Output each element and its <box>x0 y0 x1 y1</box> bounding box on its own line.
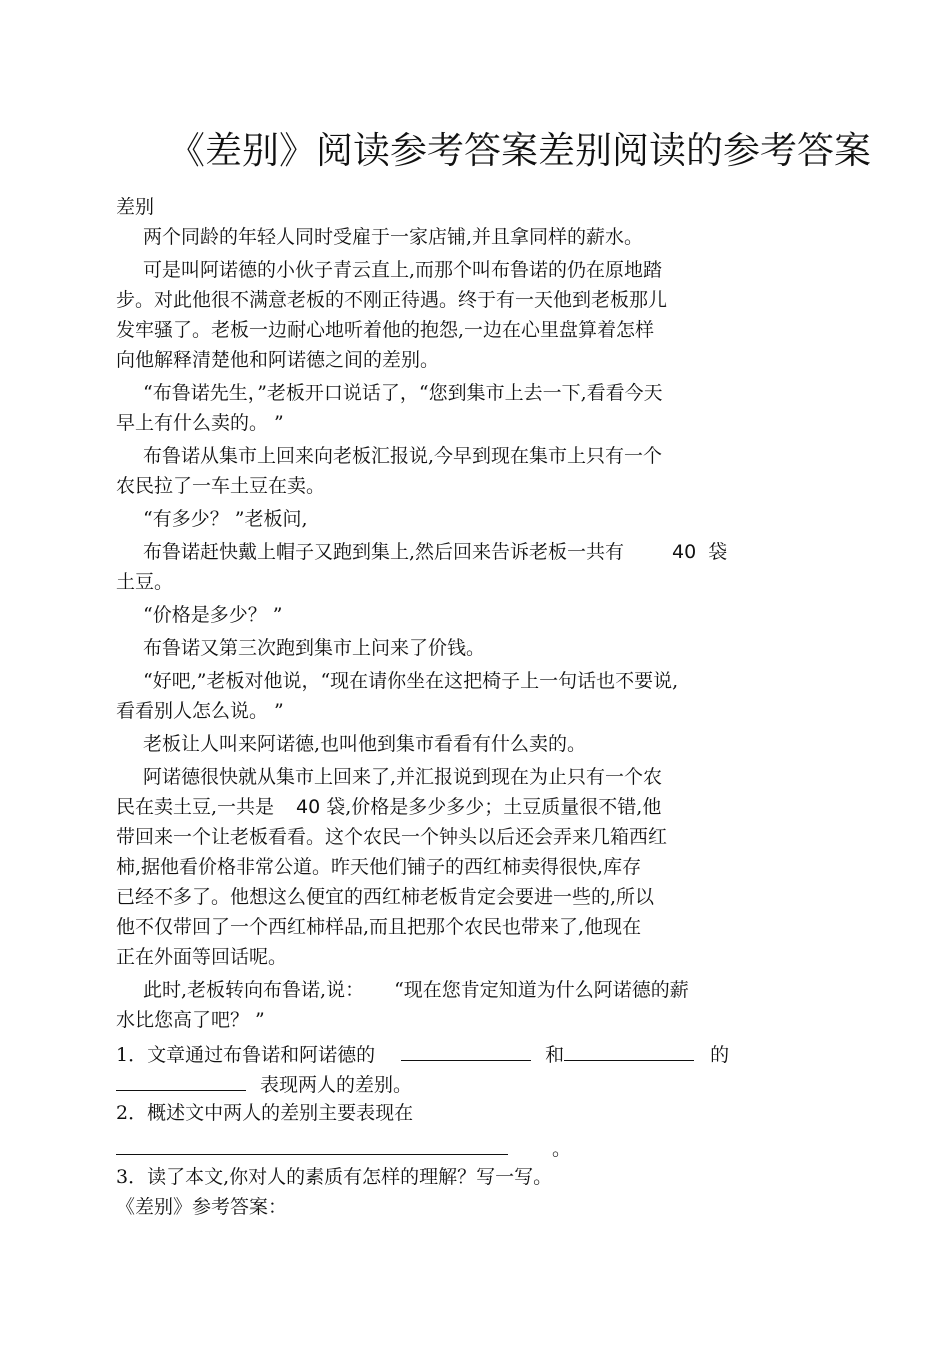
answer-blank[interactable] <box>401 1038 531 1061</box>
paragraph-line: 老板让人叫来阿诺德,也叫他到集市看看有什么卖的。 <box>143 733 587 755</box>
answer-blank[interactable] <box>564 1038 694 1061</box>
paragraph-line: 带回来一个让老板看看。这个农民一个钟头以后还会弄来几箱西红 <box>116 826 668 848</box>
question-text: 的 <box>710 1044 730 1066</box>
paragraph-line: “价格是多少？ ” <box>143 604 283 626</box>
paragraph-line: 早上有什么卖的。 ” <box>116 412 284 434</box>
question-1-cont <box>116 1068 836 1098</box>
question-text: 和 <box>545 1044 565 1066</box>
question-text: 概述文中两人的差别主要表现在 <box>147 1102 414 1124</box>
paragraph-line: 两个同龄的年轻人同时受雇于一家店铺,并且拿同样的薪水。 <box>143 226 644 248</box>
question-text: 读了本文,你对人的素质有怎样的理解？写一写。 <box>147 1166 553 1188</box>
question-number: 1． <box>116 1044 148 1066</box>
paragraph-line: 向他解释清楚他和阿诺德之间的差别。 <box>116 349 440 371</box>
paragraph-line: 正在外面等回话呢。 <box>116 946 288 968</box>
line-text: 袋 <box>708 541 728 563</box>
paragraph-line <box>116 537 836 567</box>
line-text: “现在您肯定知道为什么阿诺德的薪 <box>394 979 689 1001</box>
question-2 <box>116 1098 836 1128</box>
paragraph-line: “有多少？ ”老板问, <box>143 508 308 530</box>
paragraph-line <box>116 792 836 822</box>
answer-blank[interactable] <box>116 1068 246 1091</box>
paragraph-line: 农民拉了一车土豆在卖。 <box>116 475 326 497</box>
paragraph-line: 土豆。 <box>116 571 174 593</box>
question-2-cont <box>116 1132 836 1162</box>
line-text: 民在卖土豆,一共是 <box>116 796 275 818</box>
story-title: 差别 <box>116 196 155 218</box>
paragraph-line: 水比您高了吧？ ” <box>116 1009 265 1031</box>
answer-blank[interactable] <box>116 1132 508 1155</box>
paragraph-line: 已经不多了。他想这么便宜的西红柿老板肯定会要进一些的,所以 <box>116 886 655 908</box>
paragraph-line: 步。对此他很不满意老板的不刚正待遇。终于有一天他到老板那儿 <box>116 289 668 311</box>
answer-heading: 《差别》参考答案： <box>116 1196 288 1218</box>
count-number: 40 <box>296 796 321 818</box>
question-text: 文章通过布鲁诺和阿诺德的 <box>147 1044 376 1066</box>
paragraph-line: 看看别人怎么说。 ” <box>116 700 284 722</box>
paragraph-line: “好吧,”老板对他说，“现在请你坐在这把椅子上一句话也不要说, <box>143 670 679 692</box>
paragraph-line: 柿,据他看价格非常公道。昨天他们铺子的西红柿卖得很快,库存 <box>116 856 642 878</box>
paragraph-line: 他不仅带回了一个西红柿样品,而且把那个农民也带来了,他现在 <box>116 916 642 938</box>
line-text: 袋,价格是多少多少；土豆质量很不错,他 <box>326 796 662 818</box>
question-3 <box>116 1162 836 1192</box>
question-1 <box>116 1038 836 1068</box>
paragraph-line: “布鲁诺先生，”老板开口说话了，“您到集市上去一下,看看今天 <box>143 382 663 404</box>
question-text: 。 <box>552 1138 572 1160</box>
paragraph-line: 布鲁诺又第三次跑到集市上问来了价钱。 <box>143 637 486 659</box>
line-text: 布鲁诺赶快戴上帽子又跑到集上,然后回来告诉老板一共有 <box>143 541 625 563</box>
paragraph-line: 可是叫阿诺德的小伙子青云直上,而那个叫布鲁诺的仍在原地踏 <box>143 259 663 281</box>
count-number: 40 <box>672 541 697 563</box>
page-title: 《差别》阅读参考答案差别阅读的参考答案 <box>168 129 871 172</box>
paragraph-line: 布鲁诺从集市上回来向老板汇报说,今早到现在集市上只有一个 <box>143 445 663 467</box>
document-body <box>116 192 836 1222</box>
question-number: 3． <box>116 1166 148 1188</box>
question-text: 表现两人的差别。 <box>260 1074 413 1096</box>
question-number: 2． <box>116 1102 148 1124</box>
paragraph-line: 阿诺德很快就从集市上回来了,并汇报说到现在为止只有一个农 <box>143 766 663 788</box>
line-text: 此时,老板转向布鲁诺,说： <box>143 979 365 1001</box>
paragraph-line: 发牢骚了。老板一边耐心地听着他的抱怨,一边在心里盘算着怎样 <box>116 319 655 341</box>
paragraph-line <box>116 975 836 1005</box>
